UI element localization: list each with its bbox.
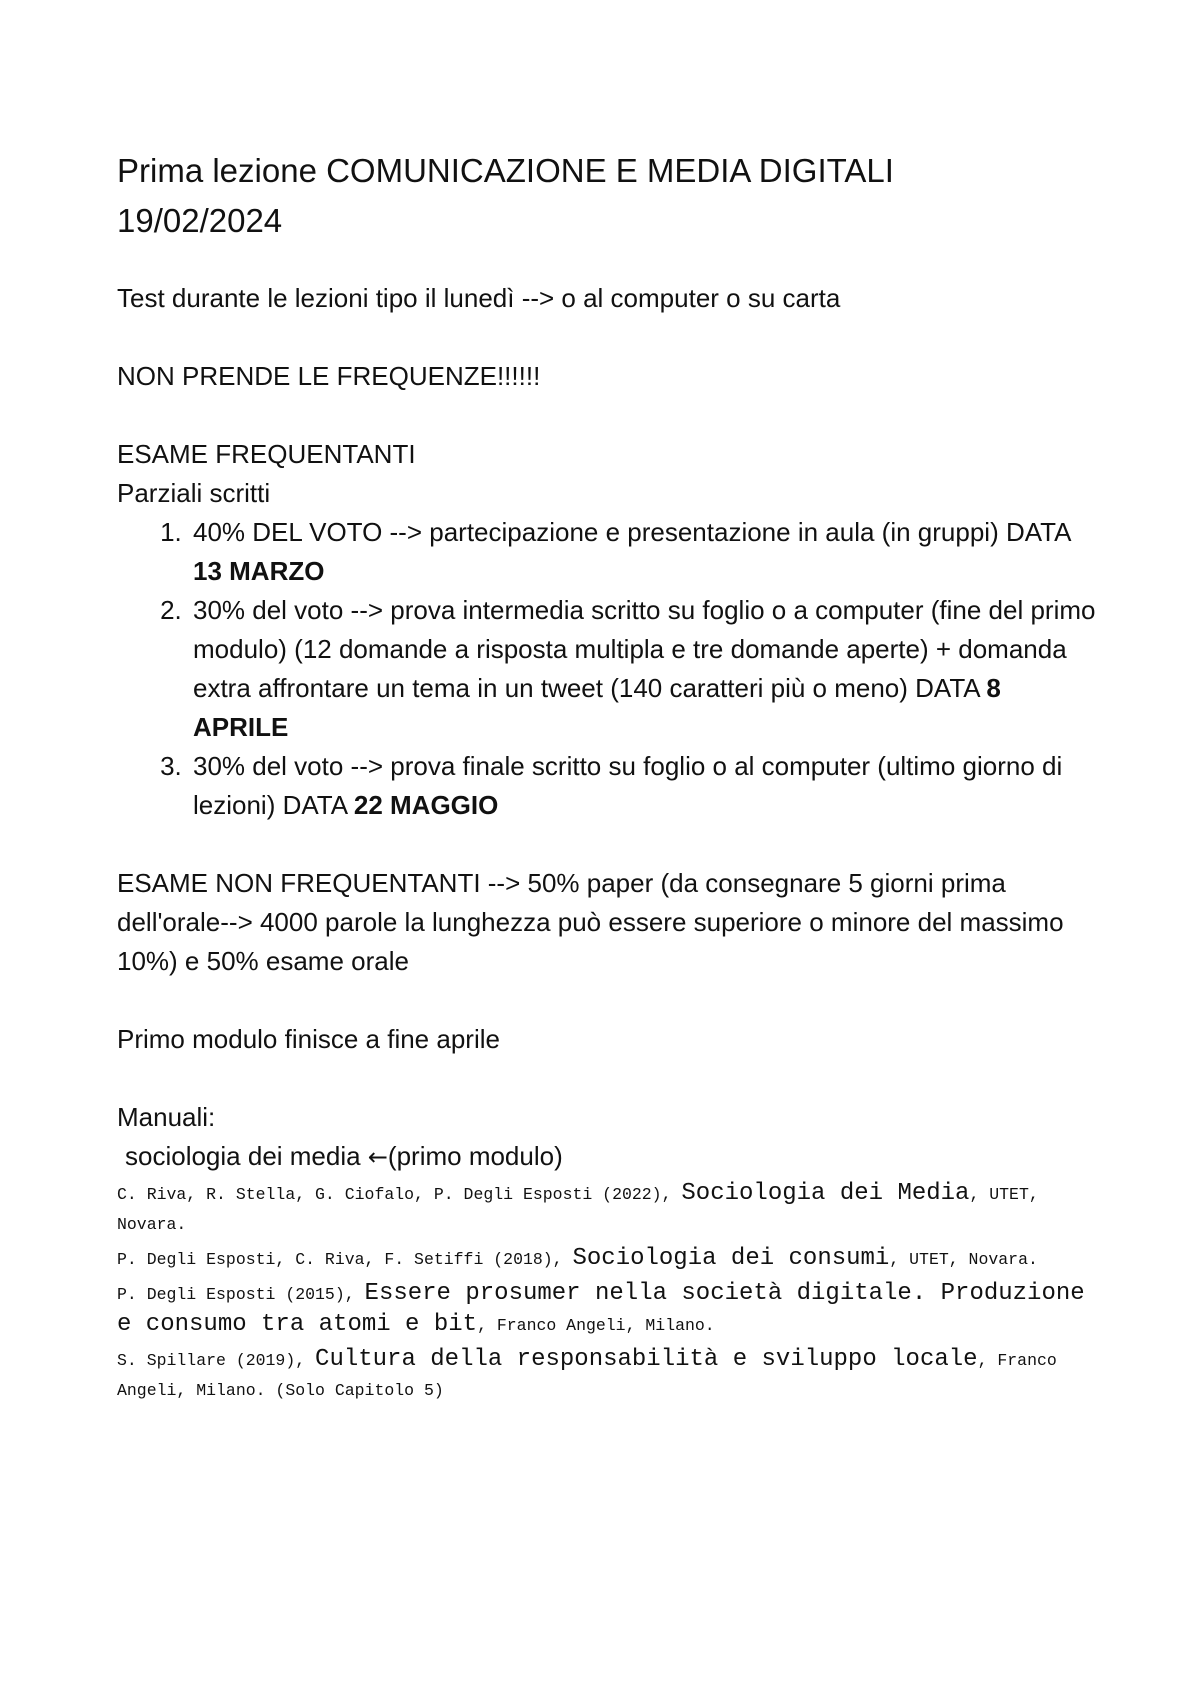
exam-item-text: 40% DEL VOTO --> partecipazione e presentazione in aula (in gruppi) DATA bbox=[193, 517, 1070, 547]
document-page bbox=[117, 146, 1097, 1406]
manuals-sub-note: (primo modulo) bbox=[387, 1141, 563, 1171]
exam-item-date: 22 MAGGIO bbox=[353, 790, 499, 820]
exam-item-text: 30% del voto --> prova intermedia scritto su foglio o a computer (fine del primo modulo) (12 domande a risposta multipla e tre domande aperte) + domanda extra affrontare un tema in un tweet (140 caratteri più o meno) DATA bbox=[193, 595, 1096, 703]
module-end-note: Primo modulo finisce a fine aprile bbox=[117, 1024, 500, 1054]
exam-list bbox=[117, 513, 1097, 825]
exam-item-date: 8 APRILE bbox=[193, 673, 1001, 742]
ref-title: Sociologia dei Media bbox=[681, 1180, 970, 1207]
exam-item-text: 30% del voto --> prova finale scritto su foglio o al computer (ultimo giorno di lezioni) DATA bbox=[193, 751, 1063, 820]
ref-authors: P. Degli Esposti, C. Riva, F. Setiffi (2018), bbox=[117, 1250, 573, 1269]
partial-exams-subheading: Parziali scritti bbox=[117, 478, 271, 508]
bibliography-entry bbox=[117, 1345, 1097, 1406]
title-line: Prima lezione COMUNICAZIONE E MEDIA DIGITALI bbox=[117, 152, 894, 189]
manuals-subheading bbox=[125, 1137, 1097, 1177]
ref-publisher: , Franco Angeli, Milano. bbox=[477, 1316, 715, 1335]
non-attending-exam: ESAME NON FREQUENTANTI --> 50% paper (da consegnare 5 giorni prima dell'orale--> 4000 parole la lunghezza può essere superiore o minore del massimo 10%) e 50% esame orale bbox=[117, 868, 1064, 976]
ref-title: Sociologia dei consumi bbox=[572, 1245, 890, 1272]
ref-authors: P. Degli Esposti (2015), bbox=[117, 1285, 365, 1304]
manuals-heading: Manuali: bbox=[117, 1102, 216, 1132]
bibliography-entry bbox=[117, 1279, 1097, 1341]
ref-publisher: , Franco Angeli, Milano. (Solo Capitolo 5) bbox=[117, 1351, 1057, 1400]
list-item bbox=[189, 513, 1097, 591]
ref-title: Essere prosumer nella società digitale. Produzione e consumo tra atomi e bit bbox=[117, 1280, 1085, 1338]
ref-publisher: , UTET, Novara. bbox=[889, 1250, 1038, 1269]
ref-authors: C. Riva, R. Stella, G. Ciofalo, P. Degli Esposti (2022), bbox=[117, 1185, 682, 1204]
bibliography-entry bbox=[117, 1179, 1097, 1240]
page-title bbox=[117, 146, 1097, 246]
left-arrow-icon: ← bbox=[367, 1143, 388, 1171]
attending-exam-heading: ESAME FREQUENTANTI bbox=[117, 439, 416, 469]
list-item bbox=[189, 747, 1097, 825]
list-item bbox=[189, 591, 1097, 747]
manuals-sub-label: sociologia dei media bbox=[125, 1141, 368, 1171]
bibliography-entry bbox=[117, 1244, 1097, 1275]
attendance-note: NON PRENDE LE FREQUENZE!!!!!! bbox=[117, 361, 541, 391]
ref-authors: S. Spillare (2019), bbox=[117, 1351, 316, 1370]
ref-title: Cultura della responsabilità e sviluppo locale bbox=[315, 1346, 978, 1373]
exam-item-date: 13 MARZO bbox=[193, 556, 325, 586]
lesson-date: 19/02/2024 bbox=[117, 202, 283, 239]
ref-publisher: , UTET, Novara. bbox=[117, 1185, 1039, 1234]
test-note: Test durante le lezioni tipo il lunedì --> o al computer o su carta bbox=[117, 283, 841, 313]
